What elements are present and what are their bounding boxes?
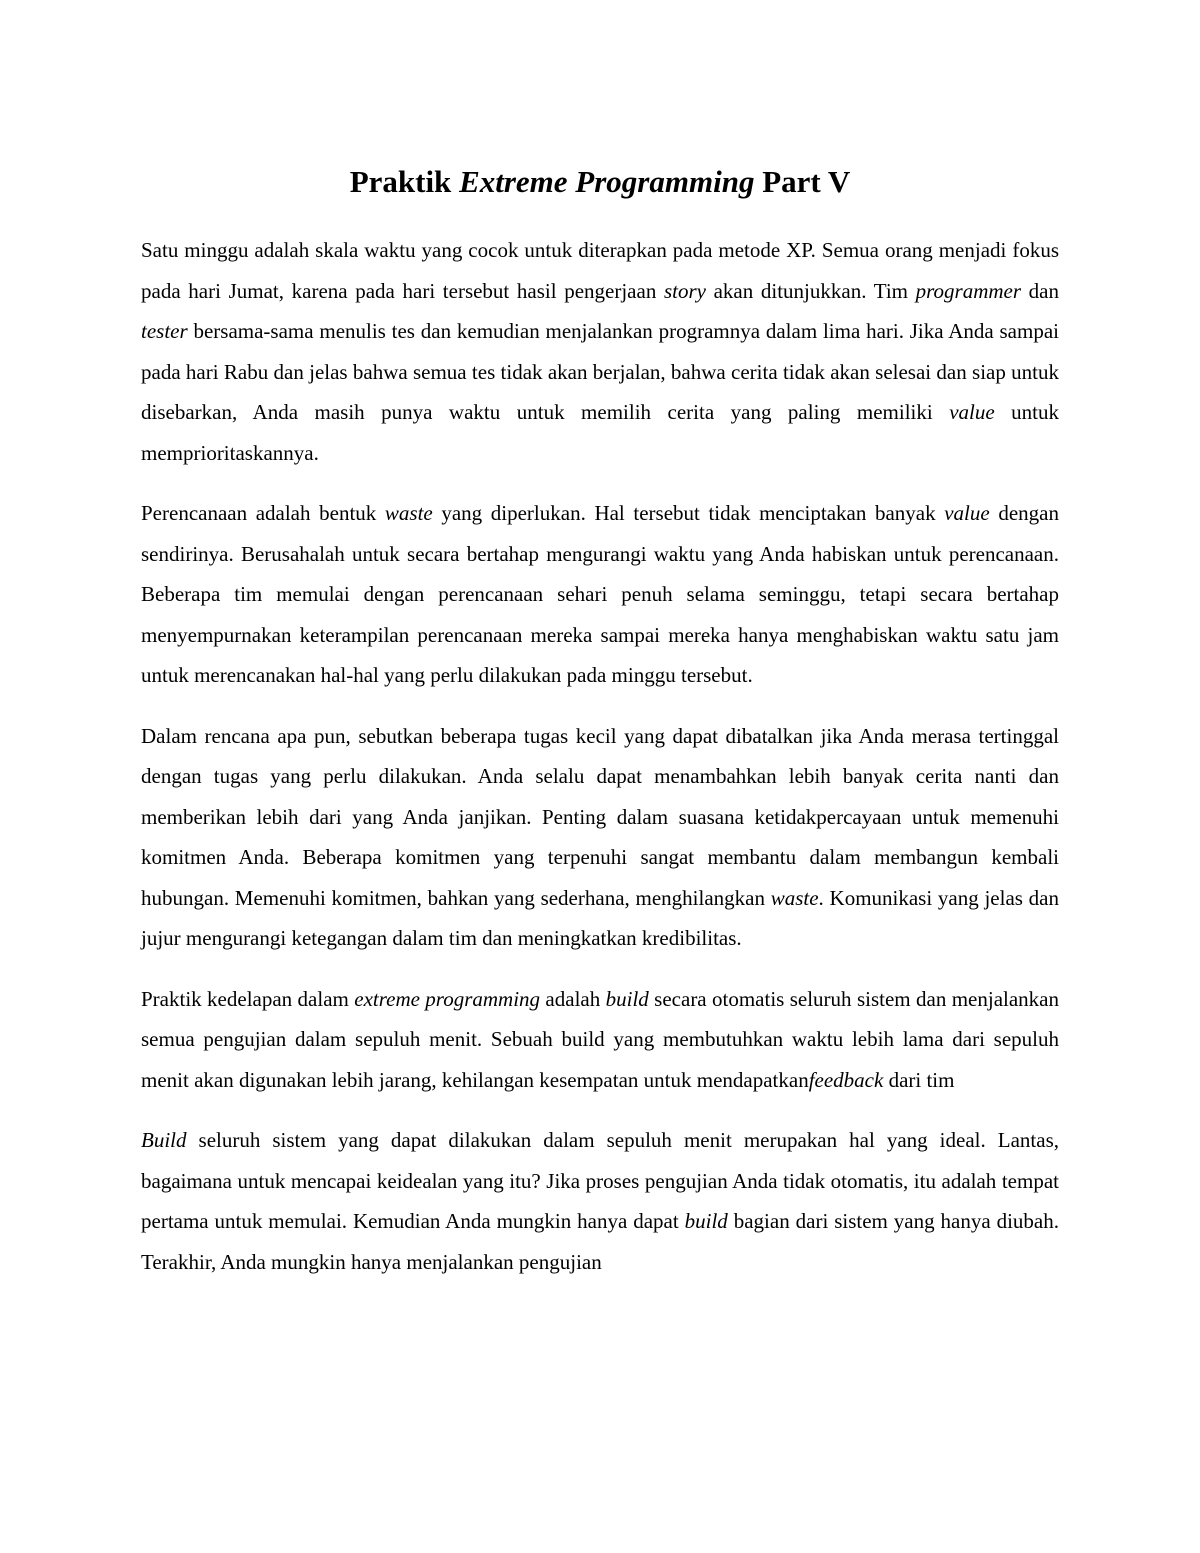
paragraph-text: bersama-sama menulis tes dan kemudian menjalankan programnya dalam lima hari. Jika Anda sampai pada hari Rabu dan jelas bahwa semua tes tidak akan berjalan, bahwa cerita tidak akan selesai dan siap untuk disebarkan, Anda masih punya waktu untuk memilih cerita yang paling memiliki bbox=[141, 319, 1059, 424]
paragraph-italic-text: tester bbox=[141, 319, 188, 343]
paragraph-italic-text: waste bbox=[384, 501, 433, 525]
paragraph-text: Perencanaan adalah bentuk bbox=[141, 501, 385, 525]
paragraph-text: secara otomatis seluruh sistem dan menjalankan semua pengujian dalam sepuluh menit. Sebuah build yang membutuhkan waktu lebih lama dari sepuluh menit akan digunakan lebih jarang, kehilangan kesempatan untuk mendapatkan bbox=[141, 986, 1059, 1092]
document-body bbox=[141, 230, 1059, 1302]
paragraph-italic-text: Build bbox=[141, 1128, 187, 1152]
paragraph-text: Praktik kedelapan dalam bbox=[141, 986, 355, 1011]
title-italic-text: Extreme Programming bbox=[459, 164, 755, 199]
page-title bbox=[0, 162, 1200, 202]
paragraph-text: akan ditunjukkan. Tim bbox=[705, 278, 916, 303]
paragraph-text: dan bbox=[1021, 278, 1059, 303]
paragraph-5 bbox=[141, 1120, 1059, 1282]
paragraph-3 bbox=[141, 716, 1059, 959]
paragraph-text: dari tim bbox=[883, 1067, 955, 1092]
title-text-1: Praktik bbox=[349, 164, 460, 199]
paragraph-text: . Komunikasi yang jelas dan jujur mengurangi ketegangan dalam tim dan meningkatkan kredibilitas. bbox=[141, 885, 1059, 950]
paragraph-italic-text: feedback bbox=[808, 1067, 884, 1092]
paragraph-italic-text: value bbox=[944, 501, 990, 525]
paragraph-italic-text: waste bbox=[770, 885, 819, 910]
paragraph-italic-text: build bbox=[605, 986, 649, 1011]
paragraph-italic-text: extreme programming bbox=[354, 986, 541, 1011]
paragraph-italic-text: value bbox=[949, 400, 995, 424]
paragraph-text: seluruh sistem yang dapat dilakukan dalam sepuluh menit merupakan hal yang ideal. Lantas, bagaimana untuk mencapai keidealan yang itu? Jika proses pengujian Anda tidak otomatis, itu adalah tempat pertama untuk memulai. Kemudian Anda mungkin hanya dapat bbox=[141, 1128, 1059, 1233]
paragraph-text: dengan sendirinya. Berusahalah untuk secara bertahap mengurangi waktu yang Anda habiskan untuk perencanaan. Beberapa tim memulai dengan perencanaan sehari penuh selama seminggu, tetapi secara bertahap menyempurnakan keterampilan perencanaan mereka sampai mereka hanya menghabiskan waktu satu jam untuk merencanakan hal-hal yang perlu dilakukan pada minggu tersebut. bbox=[141, 501, 1059, 687]
paragraph-italic-text: programmer bbox=[915, 278, 1022, 303]
paragraph-text: bagian dari sistem yang hanya diubah. Terakhir, Anda mungkin hanya menjalankan pengujian bbox=[141, 1209, 1059, 1274]
paragraph-4 bbox=[141, 979, 1059, 1101]
paragraph-text: yang diperlukan. Hal tersebut tidak menciptakan banyak bbox=[432, 501, 945, 525]
paragraph-italic-text: story bbox=[663, 278, 706, 303]
paragraph-1 bbox=[141, 230, 1059, 473]
paragraph-2 bbox=[141, 493, 1059, 696]
paragraph-text: adalah bbox=[540, 986, 606, 1011]
paragraph-italic-text: build bbox=[684, 1209, 728, 1233]
paragraph-text: Dalam rencana apa pun, sebutkan beberapa tugas kecil yang dapat dibatalkan jika Anda merasa tertinggal dengan tugas yang perlu dilakukan. Anda selalu dapat menambahkan lebih banyak cerita nanti dan memberikan lebih dari yang Anda janjikan. Penting dalam suasana ketidakpercayaan untuk memenuhi komitmen Anda. Beberapa komitmen yang terpenuhi sangat membantu dalam membangun kembali hubungan. Memenuhi komitmen, bahkan yang sederhana, menghilangkan bbox=[141, 723, 1059, 910]
title-text-2: Part V bbox=[754, 164, 851, 199]
paragraph-text: Satu minggu adalah skala waktu yang cocok untuk diterapkan pada metode XP. Semua orang menjadi fokus pada hari Jumat, karena pada hari tersebut hasil pengerjaan bbox=[141, 238, 1059, 303]
paragraph-text: untuk memprioritaskannya. bbox=[141, 400, 1059, 465]
